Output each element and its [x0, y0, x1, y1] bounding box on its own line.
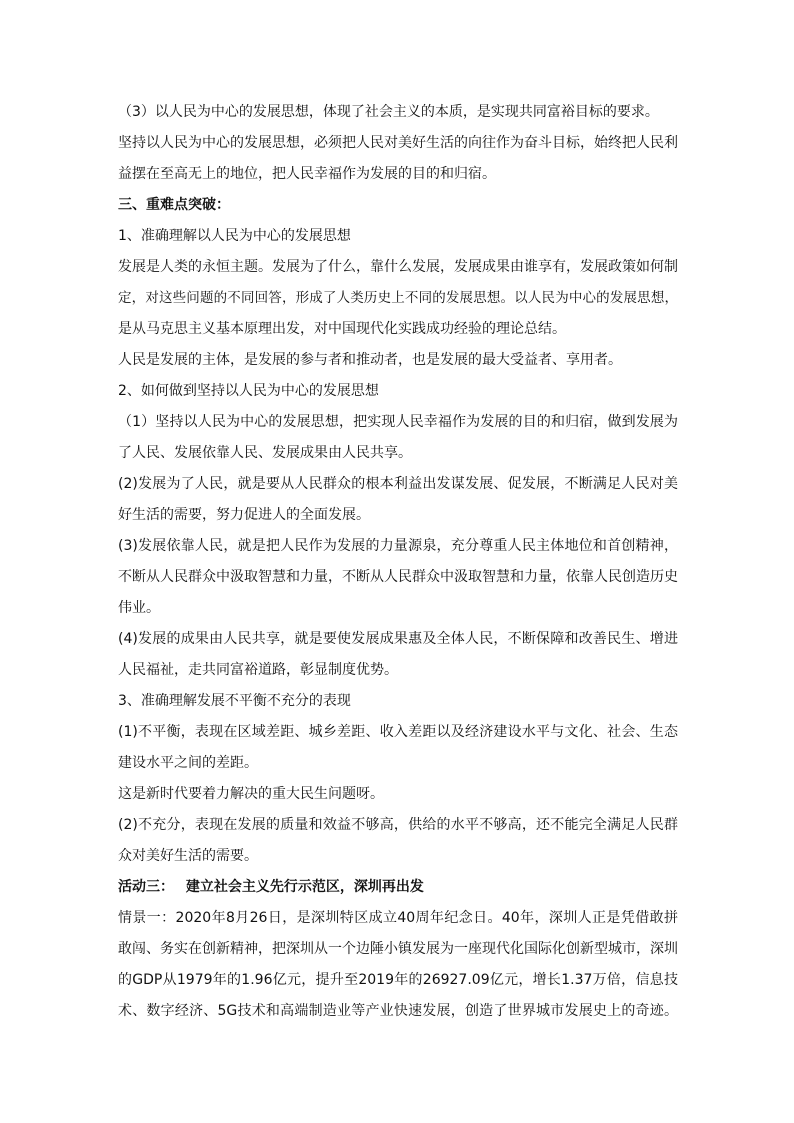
text-line: 敢闯、务实在创新精神，把深圳从一个边陲小镇发展为一座现代化国际化创新型城市，深圳 [118, 941, 678, 957]
subheading: 2、如何做到坚持以人民为中心的发展思想 [118, 383, 379, 399]
text-line: (3)发展依靠人民，就是把人民作为发展的力量源泉，充分尊重人民主体地位和首创精神， [118, 538, 678, 554]
text-line: 伟业。 [118, 600, 160, 616]
text-line: 益摆在至高无上的地位，把人民幸福作为发展的目的和归宿。 [118, 166, 496, 182]
text-line: 了人民、发展依靠人民、发展成果由人民共享。 [118, 445, 412, 461]
text-line: 术、数字经济、5G技术和高端制造业等产业快速发展，创造了世界城市发展史上的奇迹。 [118, 1003, 678, 1019]
text-line: 建设水平之间的差距。 [118, 755, 258, 771]
text-line: 不断从人民群众中汲取智慧和力量，不断从人民群众中汲取智慧和力量，依靠人民创造历史 [118, 569, 678, 585]
text-line: 好生活的需要，努力促进人的全面发展。 [118, 507, 370, 523]
subheading: 1、准确理解以人民为中心的发展思想 [118, 228, 351, 244]
text-line: 发展是人类的永恒主题。发展为了什么，靠什么发展，发展成果由谁享有，发展政策如何制 [118, 259, 678, 275]
text-line: 情景一：2020年8月26日，是深圳特区成立40周年纪念日。40年，深圳人正是凭借敢拼 [118, 910, 678, 926]
text-line: （3）以人民为中心的发展思想，体现了社会主义的本质，是实现共同富裕目标的要求。 [118, 104, 659, 120]
text-line: 人民福祉，走共同富裕道路，彰显制度优势。 [118, 662, 398, 678]
text-line: 这是新时代要着力解决的重大民生问题呀。 [118, 786, 384, 802]
text-line: 定，对这些问题的不同回答，形成了人类历史上不同的发展思想。以人民为中心的发展思想， [118, 290, 678, 306]
text-line: 的GDP从1979年的1.96亿元，提升至2019年的26927.09亿元，增长1.37万倍，信息技 [118, 972, 678, 988]
text-line: (4)发展的成果由人民共享，就是要使发展成果惠及全体人民，不断保障和改善民生、增进 [118, 631, 678, 647]
activity-heading: 活动三： 建立社会主义先行示范区，深圳再出发 [118, 879, 424, 895]
text-line: （1）坚持以人民为中心的发展思想，把实现人民幸福作为发展的目的和归宿，做到发展为 [118, 414, 678, 430]
text-line: (2)发展为了人民，就是要从人民群众的根本利益出发谋发展、促发展，不断满足人民对美 [118, 476, 678, 492]
text-line: 众对美好生活的需要。 [118, 848, 258, 864]
section-heading: 三、重难点突破： [118, 197, 230, 213]
text-line: 坚持以人民为中心的发展思想，必须把人民对美好生活的向往作为奋斗目标，始终把人民利 [118, 135, 678, 151]
text-line: 是从马克思主义基本原理出发，对中国现代化实践成功经验的理论总结。 [118, 321, 566, 337]
subheading: 3、准确理解发展不平衡不充分的表现 [118, 693, 351, 709]
text-line: (2)不充分，表现在发展的质量和效益不够高，供给的水平不够高，还不能完全满足人民群 [118, 817, 678, 833]
text-line: (1)不平衡，表现在区域差距、城乡差距、收入差距以及经济建设水平与文化、社会、生态 [118, 724, 678, 740]
text-line: 人民是发展的主体，是发展的参与者和推动者，也是发展的最大受益者、享用者。 [118, 352, 622, 368]
